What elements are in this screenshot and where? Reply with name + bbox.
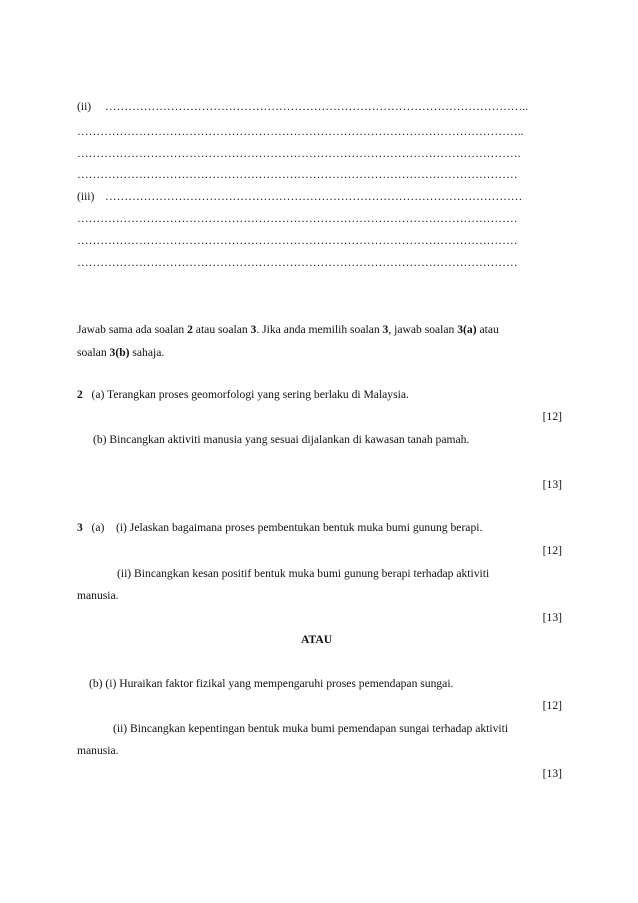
instruction-text: , jawab soalan <box>388 323 458 336</box>
answer-line: …………………………………………………………………………………………………… <box>77 234 518 247</box>
marks: [12] <box>542 699 562 712</box>
marks: [13] <box>542 478 562 491</box>
question-text: (a) Terangkan proses geomorfologi yang sering berlaku di Malaysia. <box>91 388 409 401</box>
marks: [12] <box>542 410 562 423</box>
answer-line: ……………………………………………………………………………………………….. <box>105 100 529 113</box>
question-3-b-ii: (ii) Bincangkan kepentingan bentuk muka bumi pemendapan sungai terhadap aktiviti <box>113 722 509 735</box>
question-2-b: (b) Bincangkan aktiviti manusia yang sesuai dijalankan di kawasan tanah pamah. <box>93 433 470 446</box>
answer-line: ……………………………………………………………………………………………… <box>105 190 523 203</box>
instruction-bold: 3(a) <box>457 323 477 336</box>
answer-line: ……………………………………………………………………………………………………. <box>77 147 521 160</box>
instruction-text: Jawab sama ada soalan <box>77 323 188 336</box>
answer-label-iii: (iii) <box>77 190 95 203</box>
question-number: 2 <box>77 388 83 401</box>
or-divider: ATAU <box>301 633 333 646</box>
instruction-bold: 3(b) <box>109 346 130 359</box>
answer-line: …………………………………………………………………………………………………… <box>77 256 518 269</box>
question-3-a-i <box>77 521 482 534</box>
answer-line: …………………………………………………………………………………………………… <box>77 168 518 181</box>
instruction-text: . Jika anda memilih soalan <box>256 323 383 336</box>
instruction-bold: 3 <box>250 323 257 336</box>
question-text: (i) Jelaskan bagaimana proses pembentukan bentuk muka bumi gunung berapi. <box>115 521 483 534</box>
question-continuation: manusia. <box>77 589 119 602</box>
instruction-text: sahaja. <box>129 346 165 359</box>
question-3-a-ii: (ii) Bincangkan kesan positif bentuk muka bumi gunung berapi terhadap aktiviti <box>117 567 490 580</box>
question-2-a <box>77 388 409 401</box>
answer-line: …………………………………………………………………………………………………….. <box>77 125 524 138</box>
instruction-text: atau <box>476 323 499 336</box>
instruction-bold: 3 <box>382 323 389 336</box>
answer-label-ii: (ii) <box>77 100 92 113</box>
instruction-text: atau soalan <box>192 323 251 336</box>
instruction-line-1 <box>77 323 499 336</box>
question-continuation: manusia. <box>77 744 119 757</box>
marks: [13] <box>542 767 562 780</box>
question-part-label: (a) <box>91 521 105 534</box>
instruction-bold: 2 <box>187 323 193 336</box>
question-3-b-i: (b) (i) Huraikan faktor fizikal yang mempengaruhi proses pemendapan sungai. <box>89 677 454 690</box>
answer-line: …………………………………………………………………………………………………… <box>77 212 518 225</box>
marks: [12] <box>542 544 562 557</box>
instruction-line-2 <box>77 346 164 359</box>
question-number: 3 <box>77 521 83 534</box>
marks: [13] <box>542 611 562 624</box>
instruction-text: soalan <box>77 346 110 359</box>
